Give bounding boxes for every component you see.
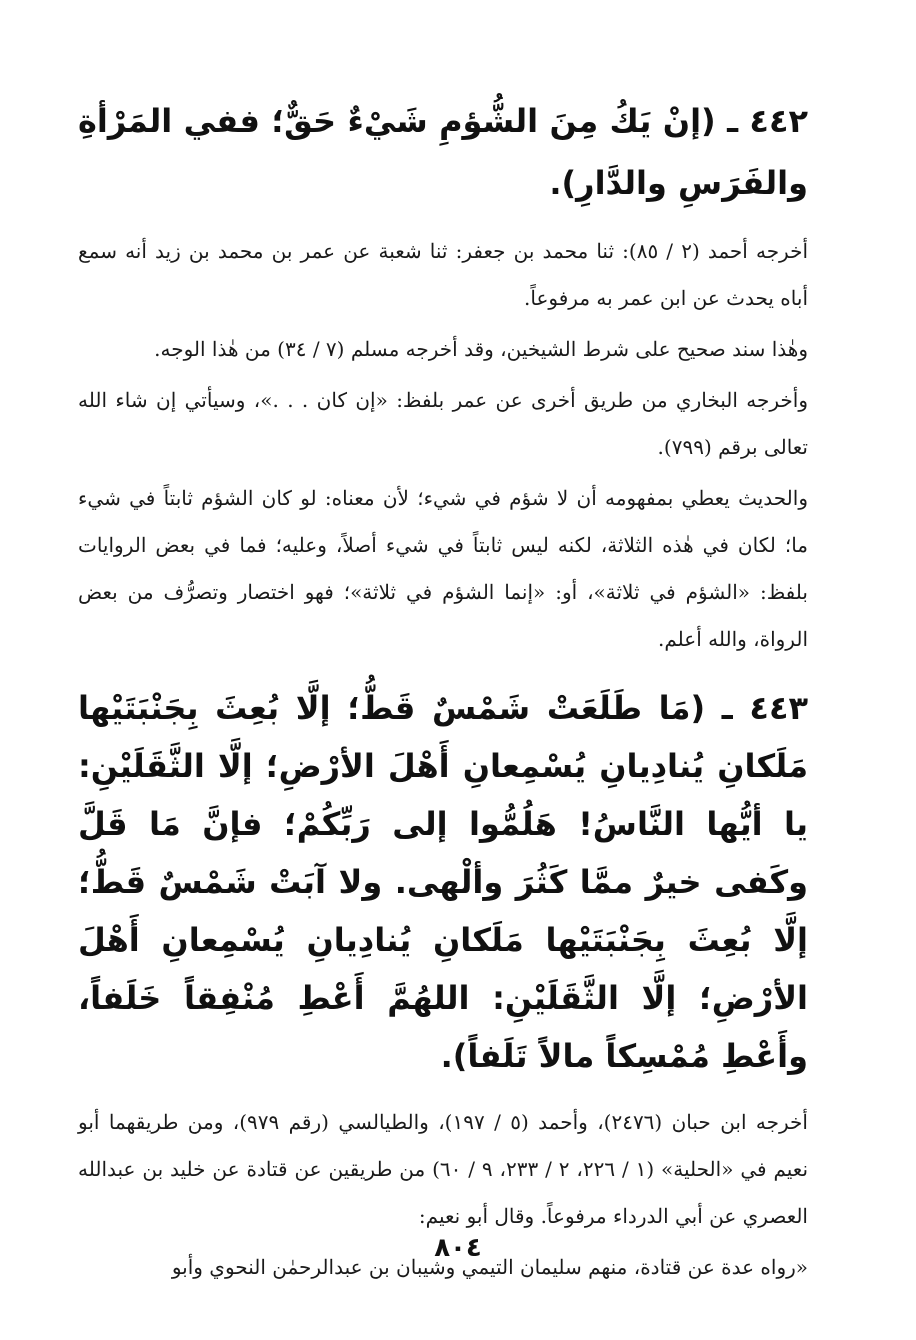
commentary-442-paragraph-2: وهٰذا سند صحيح على شرط الشيخين، وقد أخرجه مسلم (٧ / ٣٤) من هٰذا الوجه.	[154, 337, 808, 361]
commentary-443-paragraph-1: أخرجه ابن حبان (٢٤٧٦)، وأحمد (٥ / ١٩٧)، والطيالسي (رقم ٩٧٩)، ومن طريقهما أبو نعيم في «الحلية» (١ / ٢٢٦، ٢ / ٢٣٣، ٩ / ٦٠) من طريقين عن قتادة عن خليد بن عبدالله العصري عن أبي الدرداء مرفوعاً. وقال أبو نعيم:	[78, 1110, 809, 1228]
commentary-442-paragraph-4: والحديث يعطي بمفهومه أن لا شؤم في شيء؛ لأن معناه: لو كان الشؤم ثابتاً في شيء ما؛ لكان في هٰذه الثلاثة، لكنه ليس ثابتاً في شيء أصلاً، وعليه؛ فما في بعض الروايات بلفظ: «الشؤم في ثلاثة»، أو: «إنما الشؤم في ثلاثة»؛ فهو اختصار وتصرُّف من بعض الرواة، والله أعلم.	[78, 486, 808, 651]
commentary-442-paragraph-1: أخرجه أحمد (٢ / ٨٥): ثنا محمد بن جعفر: ثنا شعبة عن عمر بن محمد بن زيد أنه سمع أباه يحدث عن ابن عمر به مرفوعاً.	[78, 239, 809, 310]
hadith-443-text: ٤٤٣ ـ (مَا طَلَعَتْ شَمْسٌ قَطُّ؛ إلَّا بُعِثَ بِجَنْبَتَيْها مَلَكانِ يُنادِيانِ يُسْمِعانِ أَهْلَ الأرْضِ؛ إلَّا الثَّقَلَيْنِ: يا أيُّها النَّاسُ! هَلُمُّوا إلى رَبِّكُمْ؛ فإنَّ مَا قَلَّ وكَفى خيرٌ ممَّا كَثُرَ وألْهى. ولا آبَتْ شَمْسٌ قَطُّ؛ إلَّا بُعِثَ بِجَنْبَتَيْها مَلَكانِ يُنادِيانِ يُسْمِعانِ أَهْلَ الأرْضِ؛ إلَّا الثَّقَلَيْنِ: اللهُمَّ أَعْطِ مُنْفِقاً خَلَفاً، وأَعْطِ مُمْسِكاً مالاً تَلَفاً).	[78, 689, 808, 1075]
commentary-443-paragraph-2: «رواه عدة عن قتادة، منهم سليمان التيمي وشيبان بن عبدالرحمٰن النحوي وأبو	[171, 1255, 808, 1279]
hadith-442-text: ٤٤٢ ـ (إنْ يَكُ مِنَ الشُّؤمِ شَيْءٌ حَقٌّ؛ ففي المَرْأةِ والفَرَسِ والدَّارِ).	[78, 102, 808, 202]
page-number: ٨٠٤	[434, 1233, 482, 1263]
commentary-442-paragraph-3: وأخرجه البخاري من طريق أخرى عن عمر بلفظ: «إن كان . . .»، وسيأتي إن شاء الله تعالى برقم (٧٩٩).	[78, 388, 808, 459]
